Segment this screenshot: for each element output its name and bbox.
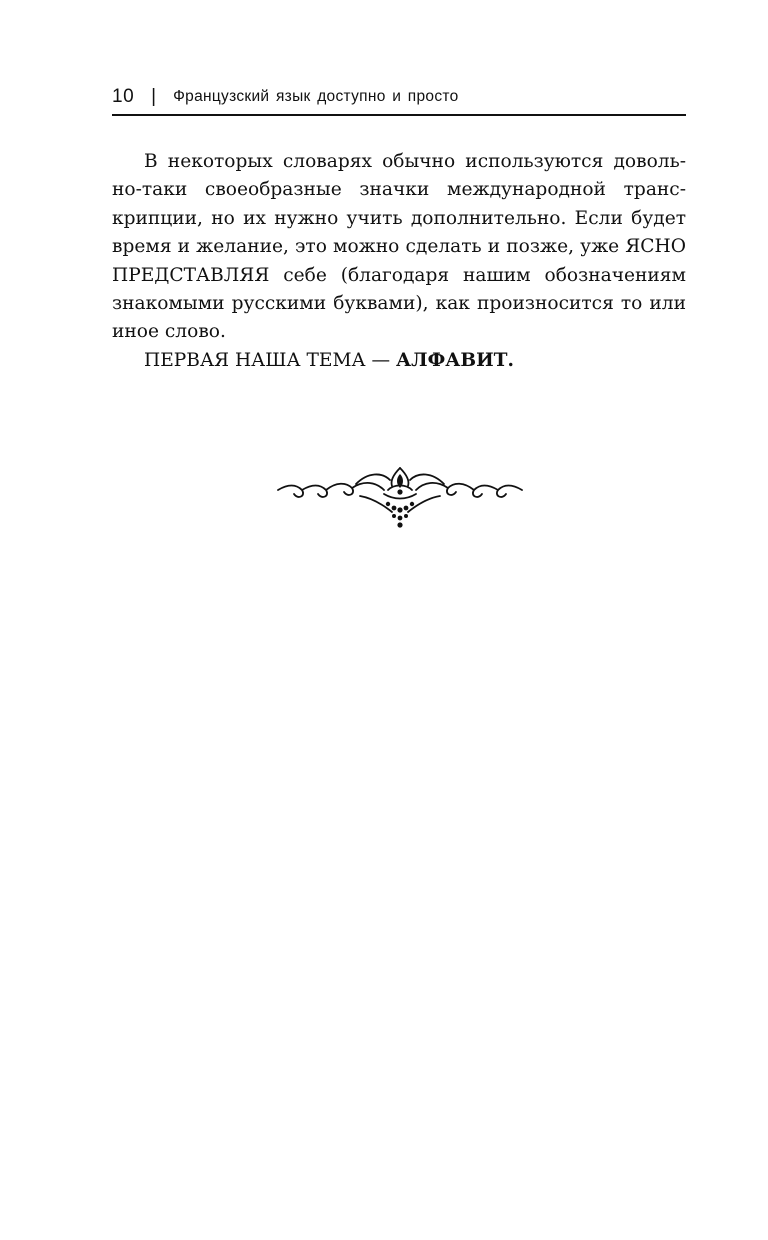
body-text: [112, 148, 686, 375]
paragraph: В некоторых словарях обычно используются доволь-но-таки своеобразные значки международной транс-крипции, но их нужно учить дополнительно. Если будет время и желание, это можно сделать и позже, уже ЯСНО ПРЕДСТАВЛЯЯ себе (благодаря нашим обозначениям знакомыми русскими буквами), как произносится то или иное слово.: [112, 151, 686, 343]
header-separator: |: [151, 86, 157, 107]
topic-bold-text: АЛФАВИТ.: [396, 349, 514, 371]
paragraph-topic: [112, 347, 686, 375]
page-number: 10: [112, 86, 135, 107]
flourish-divider-icon: [272, 460, 528, 530]
page-header: [112, 80, 686, 114]
running-title: Французский язык доступно и просто: [173, 88, 459, 105]
topic-lead-text: ПЕРВАЯ НАША ТЕМА —: [144, 349, 396, 371]
header-rule: [112, 114, 686, 116]
